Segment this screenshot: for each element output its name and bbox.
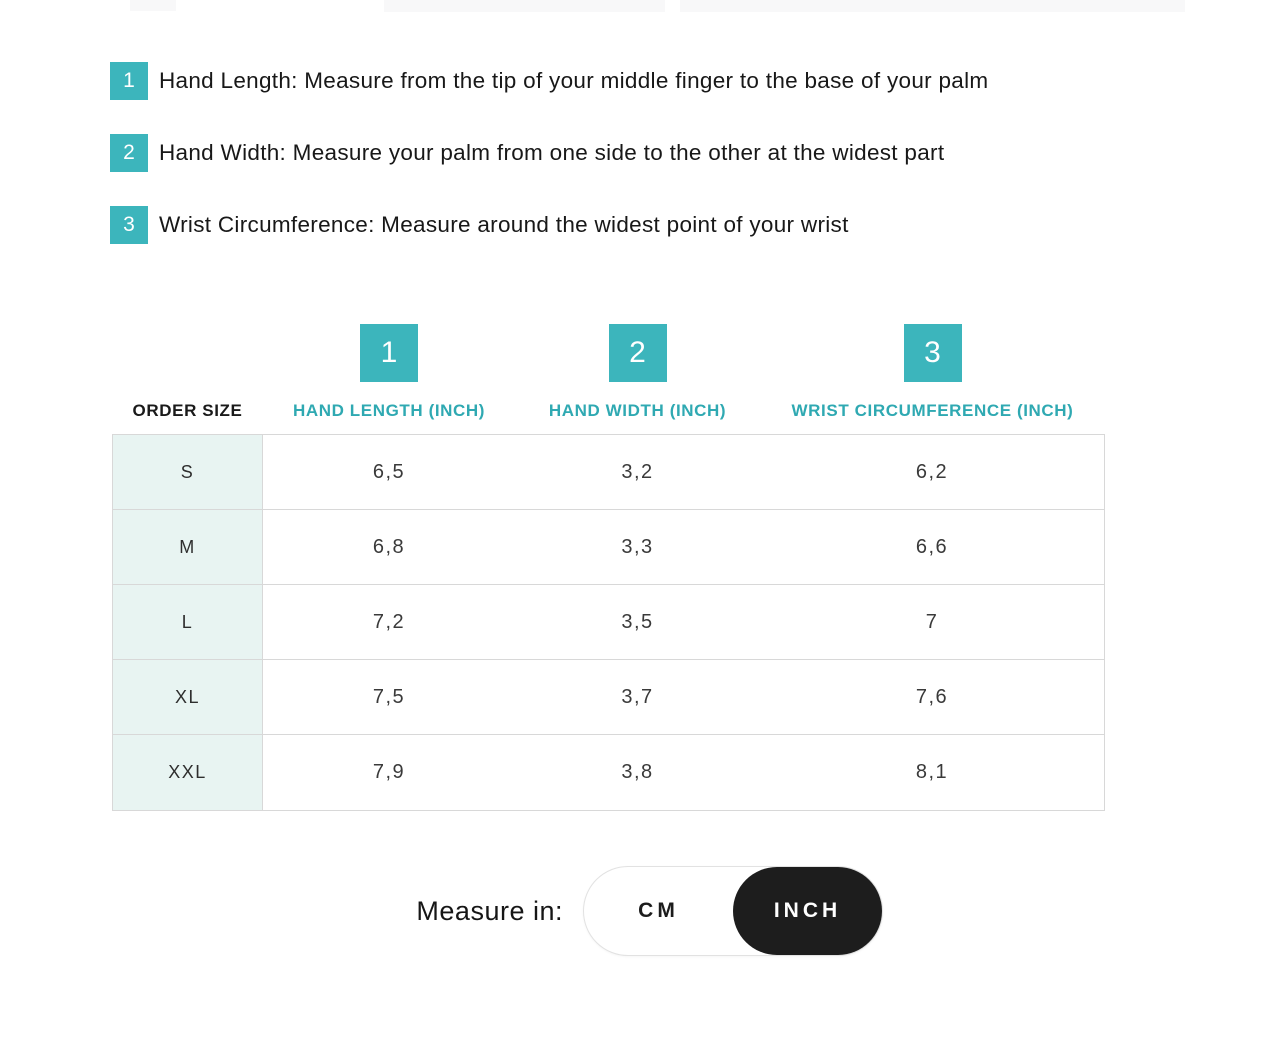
hand-length-value: 6,5	[372, 460, 406, 483]
size-label: XXL	[113, 735, 263, 810]
instruction-text: Hand Length: Measure from the tip of your middle finger to the base of your palm	[159, 68, 989, 93]
unit-toggle-area	[0, 866, 1269, 956]
instruction-wrist-circumference	[110, 206, 988, 244]
hand-length-value: 7,2	[372, 610, 406, 633]
column-1-badge: 1	[360, 324, 418, 382]
hand-width-value: 3,5	[621, 610, 654, 633]
cm-option[interactable]: CM	[638, 899, 679, 922]
hand-width-value: 3,2	[621, 460, 654, 483]
hand-width-value: 3,8	[621, 761, 654, 783]
hand-width-value: 3,7	[621, 685, 654, 708]
cropped-content-remnant	[680, 0, 1185, 12]
step-2-badge: 2	[110, 134, 148, 172]
badge-spacer	[112, 324, 263, 382]
wrist-circumference-value: 7,6	[915, 685, 949, 708]
wrist-circumference-value: 6,2	[915, 460, 949, 483]
header-order-size: ORDER SIZE	[132, 401, 243, 420]
size-guide	[112, 324, 1105, 811]
size-label: M	[113, 510, 263, 584]
hand-width-value: 3,3	[621, 535, 654, 558]
inch-option[interactable]: INCH	[733, 867, 882, 955]
step-1-badge: 1	[110, 62, 148, 100]
hand-length-value: 7,5	[372, 685, 406, 708]
instruction-text: Hand Width: Measure your palm from one side to the other at the widest part	[159, 140, 945, 165]
table-row-xxl	[113, 735, 1104, 810]
instruction-hand-length	[110, 62, 988, 100]
size-table	[112, 434, 1105, 811]
header-wrist-circumference: WRIST CIRCUMFERENCE (INCH)	[791, 401, 1074, 420]
size-label: XL	[113, 660, 263, 734]
instruction-text: Wrist Circumference: Measure around the widest point of your wrist	[159, 212, 849, 237]
measuring-instructions	[110, 62, 988, 278]
table-row-l	[113, 585, 1104, 660]
table-row-m	[113, 510, 1104, 585]
hand-length-value: 6,8	[372, 535, 406, 558]
wrist-circumference-value: 6,6	[915, 535, 949, 558]
size-label: L	[113, 585, 263, 659]
table-header-row	[112, 401, 1105, 421]
column-3-badge: 3	[904, 324, 962, 382]
instruction-hand-width	[110, 134, 988, 172]
column-2-badge: 2	[609, 324, 667, 382]
column-badge-row	[112, 324, 1105, 382]
step-3-badge: 3	[110, 206, 148, 244]
measure-in-label: Measure in:	[416, 895, 563, 926]
table-row-s	[113, 435, 1104, 510]
unit-toggle[interactable]	[583, 866, 883, 956]
header-hand-length: HAND LENGTH (INCH)	[292, 401, 486, 420]
wrist-circumference-value: 7	[925, 610, 939, 633]
cropped-content-remnant	[384, 0, 665, 12]
table-row-xl	[113, 660, 1104, 735]
cropped-content-remnant	[130, 0, 176, 11]
hand-length-value: 7,9	[372, 761, 406, 783]
size-label: S	[113, 435, 263, 509]
wrist-circumference-value: 8,1	[915, 761, 949, 783]
header-hand-width: HAND WIDTH (INCH)	[548, 401, 727, 420]
